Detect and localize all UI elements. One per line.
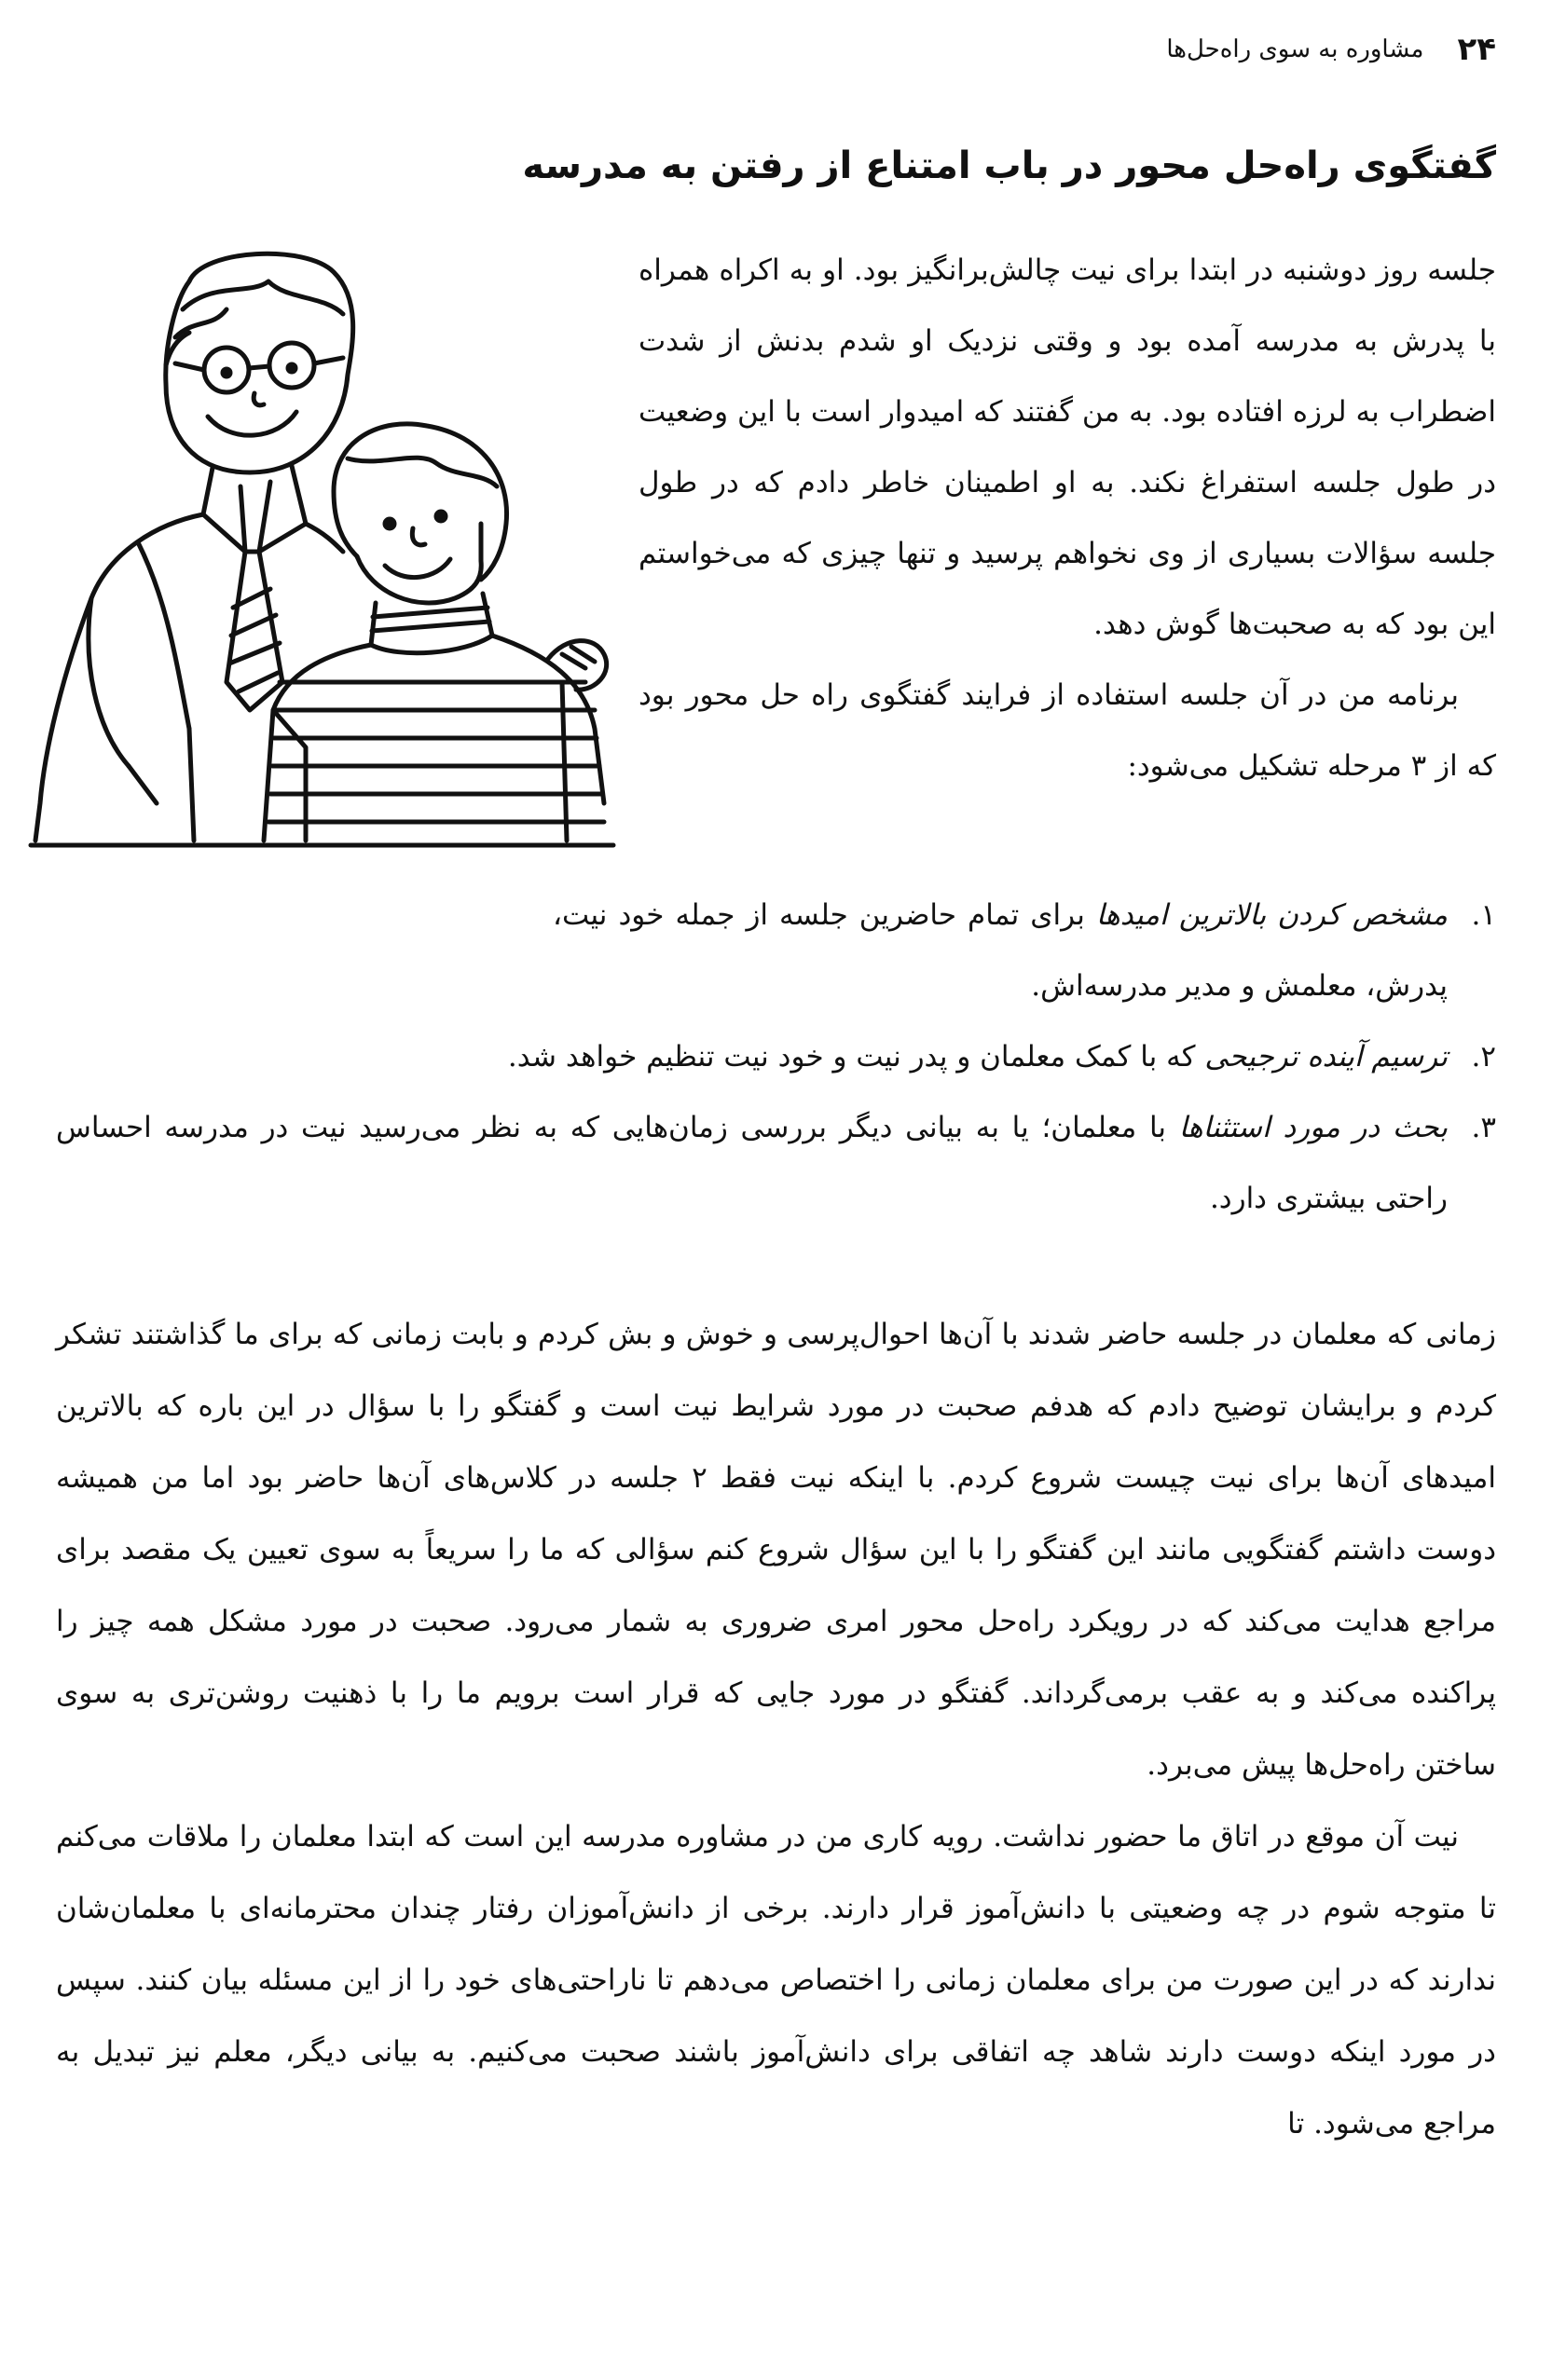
- running-title: مشاوره به سوی راه‌حل‌ها: [1166, 35, 1424, 63]
- intro-paragraph-1: جلسه روز دوشنبه در ابتدا برای نیت چالش‌برانگیز بود. او به اکراه همراه با پدرش به مدرسه آمده بود و وقتی نزدیک او شدم بدنش از شدت اضطراب به لرزه افتاده بود. به من گفتند که امیدوار است با این وضعیت در طول جلسه استفراغ نکند. به او اطمینان خاطر دادم که در طول جلسه سؤالات بسیاری از وی نخواهم پرسید و تنها چیزی که می‌خواستم این بود که به صحبت‌ها گوش دهد.: [639, 253, 1496, 641]
- list-body: [56, 1021, 1448, 1092]
- list-body: [56, 1092, 1448, 1234]
- intro-paragraph-2: برنامه من در آن جلسه استفاده از فرایند گفتگوی راه حل محور بود که از ۳ مرحله تشکیل می‌شود:: [639, 678, 1496, 783]
- list-emphasis: بحث در مورد استثناها: [1178, 1111, 1449, 1144]
- list-item: [56, 880, 1496, 1021]
- list-emphasis: ترسیم آینده ترجیحی: [1204, 1040, 1448, 1074]
- list-number: ۳.: [1471, 1111, 1496, 1144]
- intro-text: [639, 235, 1496, 801]
- body-text: [56, 1299, 1496, 2160]
- list-item: [56, 1092, 1496, 1234]
- list-text: با معلمان؛ یا به بیانی دیگر بررسی زمان‌هایی که به نظر می‌رسید نیت در مدرسه احساس راحتی بیشتری دارد.: [56, 1111, 1448, 1215]
- list-emphasis: مشخص کردن بالاترین امیدها: [1095, 898, 1449, 932]
- body-paragraph-2: نیت آن موقع در اتاق ما حضور نداشت. رویه کاری من در مشاوره مدرسه این است که ابتدا معلمان را ملاقات می‌کنم تا متوجه شوم در چه وضعیتی با دانش‌آموز قرار دارند. برخی از دانش‌آموزان رفتار چندان محترمانه‌ای با معلمان‌شان ندارند که در این صورت من برای معلمان زمانی را اختصاص می‌دهم تا ناراحتی‌های خود را از این مسئله بیان کنند. سپس در مورد اینکه دوست دارند شاهد چه اتفاقی برای دانش‌آموز باشند صحبت می‌کنیم. به بیانی دیگر، معلم نیز تبدیل به مراجع می‌شود. تا: [56, 1820, 1496, 2141]
- list-number: ۱.: [1471, 898, 1496, 932]
- steps-list: [56, 880, 1496, 1234]
- page-header: [56, 26, 1496, 73]
- list-number: ۲.: [1471, 1040, 1496, 1074]
- list-body: [553, 880, 1448, 1021]
- list-item: [56, 1021, 1496, 1092]
- list-text: که با کمک معلمان و پدر نیت و خود نیت تنظیم خواهد شد.: [507, 1040, 1205, 1074]
- page-number: ۲۴: [1457, 31, 1496, 68]
- section-title: گفتگوی راه‌حل محور در باب امتناع از رفتن به مدرسه: [522, 144, 1496, 187]
- body-paragraph-1: زمانی که معلمان در جلسه حاضر شدند با آن‌ها احوال‌پرسی و خوش و بش کردم و بابت زمانی که برای ما گذاشتند تشکر کردم و برایشان توضیح دادم که هدفم صحبت در مورد شرایط نیت است و گفتگو را با سؤال در این باره که بالاترین امیدهای آن‌ها برای نیت چیست شروع کردم. با اینکه نیت فقط ۲ جلسه در کلاس‌های آن‌ها حاضر بود اما من همیشه دوست داشتم گفتگویی مانند این گفتگو را با این سؤال شروع کنم سؤالی که ما را سریعاً به سوی تعیین یک مقصد برای مراجع هدایت می‌کند که در رویکرد راه‌حل محور امری ضروری به شمار می‌رود. صحبت در مورد مشکل همه چیز را پراکنده می‌کند و به عقب برمی‌گرداند. گفتگو در مورد جایی که قرار است برویم ما را با ذهنیت روشن‌تری به سوی ساختن راه‌حل‌ها پیش می‌برد.: [56, 1318, 1496, 1782]
- list-text: برای تمام حاضرین جلسه از جمله خود نیت، پدرش، معلمش و مدیر مدرسه‌اش.: [553, 898, 1448, 1003]
- father-son-illustration: [26, 244, 623, 859]
